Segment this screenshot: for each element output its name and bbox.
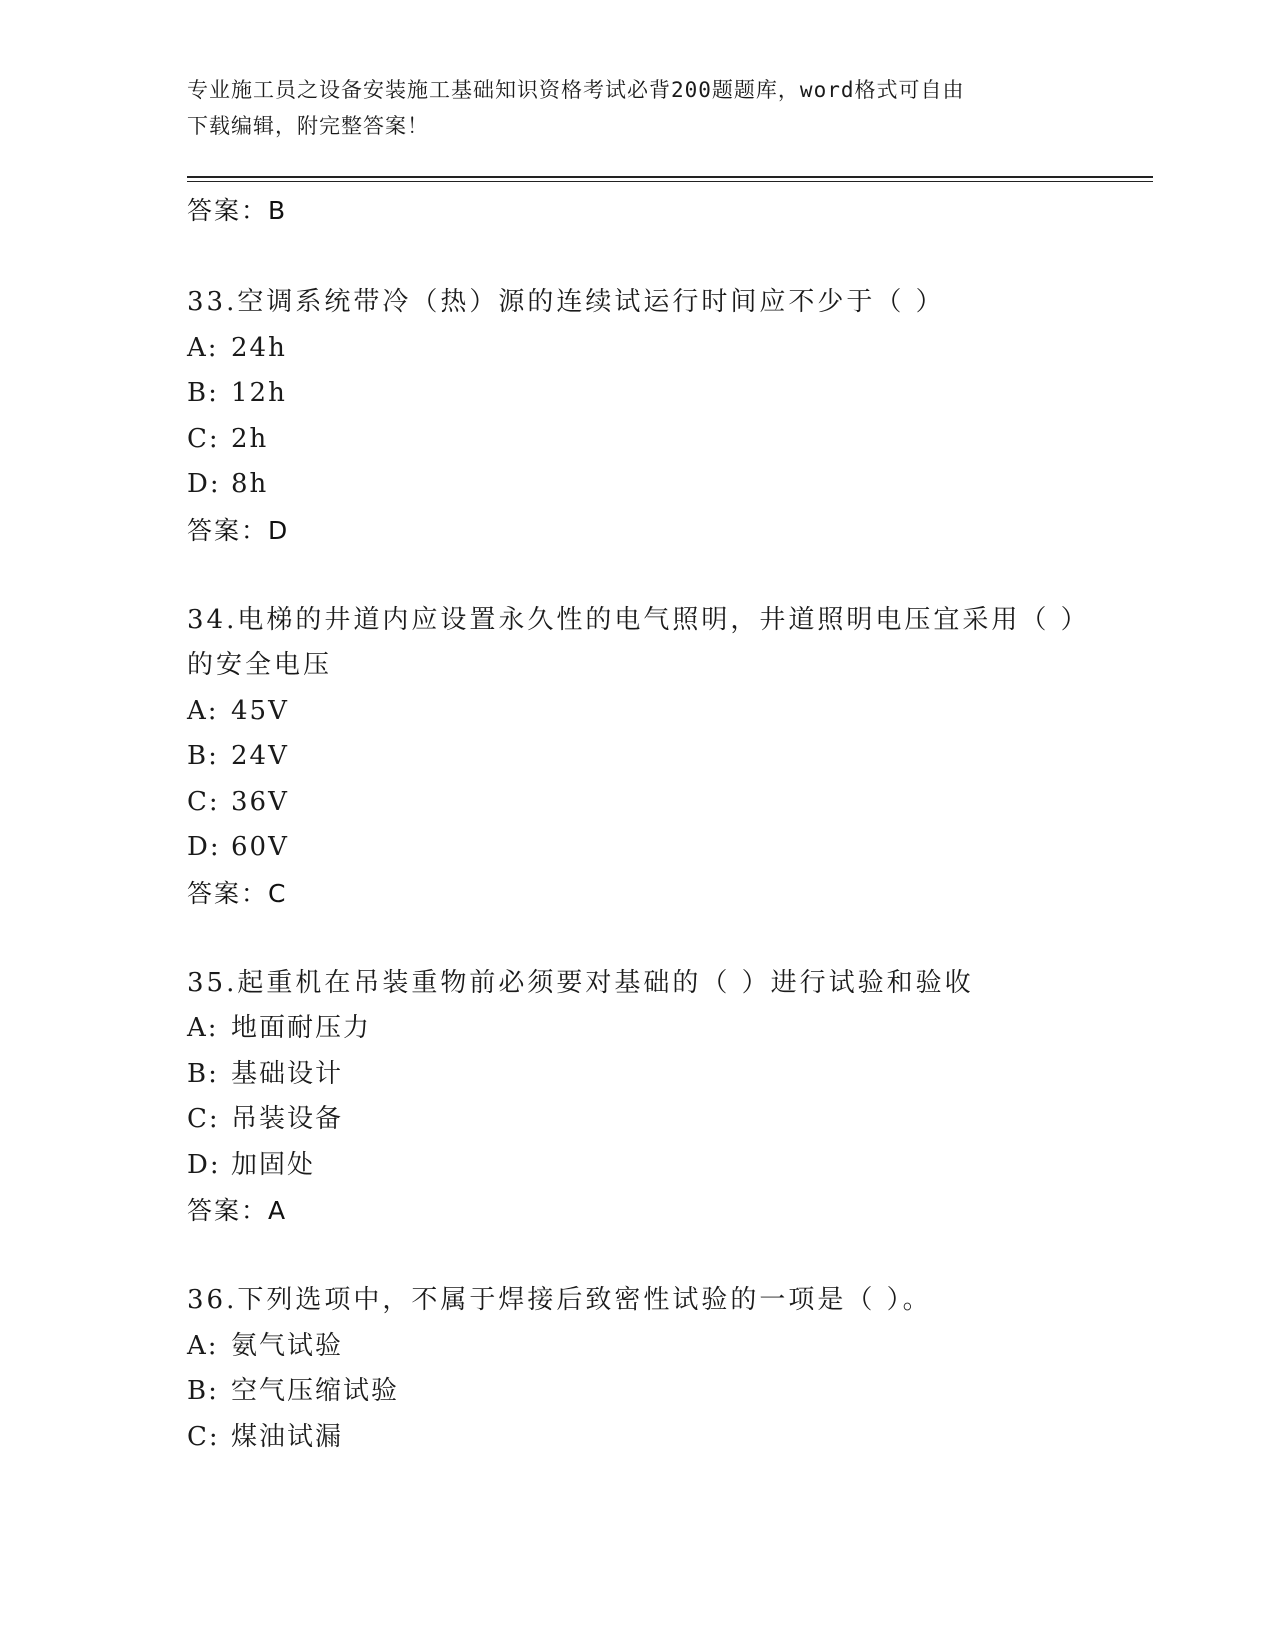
answer-value: C [268,878,288,908]
option-text: 60V [231,832,289,862]
option-text: 24V [231,741,289,771]
option-text: 地面耐压力 [231,1013,372,1043]
option-label: C: [187,1421,220,1452]
option-row [187,462,1087,508]
option-label: D: [187,469,221,499]
answer-line [187,1188,1087,1234]
option-label: C: [187,1104,220,1134]
option-label: B: [187,378,219,408]
option-label: A: [187,1013,219,1043]
option-text: 基础设计 [231,1058,344,1089]
option-label: B: [187,741,219,771]
option-row [187,1369,1087,1415]
question-text: 36.下列选项中，不属于焊接后致密性试验的一项是（ ）。 [187,1285,932,1315]
option-row [187,825,1087,871]
option-row [187,689,1087,735]
option-text: 加固处 [231,1149,316,1180]
option-row [187,1097,1087,1143]
question-spacer [187,236,1087,280]
option-text: 8h [231,469,269,499]
option-row [187,1324,1087,1370]
option-row [187,1006,1087,1052]
question-spacer [187,917,1087,961]
answer-prefix: 答案： [187,196,269,225]
option-label: C: [187,786,220,817]
option-row [187,1415,1087,1461]
option-text: 24h [231,332,287,363]
option-text: 氨气试验 [231,1330,344,1361]
answer-line [187,508,1087,554]
header-rule-thick [187,176,1153,178]
option-label: B: [187,1376,219,1406]
question-spacer [187,1234,1087,1278]
option-row [187,371,1087,417]
option-row [187,780,1087,826]
option-label: A: [187,1330,219,1361]
option-row [187,1143,1087,1189]
option-row [187,1052,1087,1098]
option-label: D: [187,1149,221,1180]
option-label: A: [187,332,219,363]
option-label: B: [187,1058,219,1089]
answer-line [187,871,1087,917]
answer-value: A [268,1196,288,1225]
option-row [187,734,1087,780]
question-list [187,186,1087,1460]
answer-prefix: 答案： [187,515,269,545]
option-text: 45V [231,695,289,726]
question-text: 34.电梯的井道内应设置永久性的电气照明，井道照明电压宜采用（ ）的安全电压 [187,604,1077,680]
answer-value: B [268,196,288,225]
document-header [187,72,1067,144]
option-text: 吊装设备 [231,1104,344,1134]
option-text: 2h [231,423,269,454]
header-rule-thin [187,181,1153,182]
option-text: 煤油试漏 [231,1421,344,1452]
question-spacer [187,554,1087,598]
option-text: 36V [231,786,289,817]
answer-prefix: 答案： [187,1196,269,1225]
option-text: 12h [231,378,287,408]
option-label: D: [187,832,221,862]
question-text: 33.空调系统带冷（热）源的连续试运行时间应不少于（ ） [187,287,945,317]
header-line-1: 专业施工员之设备安装施工基础知识资格考试必背200题题库，word格式可自由 [187,78,965,102]
answer-prefix: 答案： [187,878,269,908]
answer-value: D [268,515,290,545]
header-line-2: 下载编辑，附完整答案！ [187,114,429,138]
option-label: C: [187,423,220,454]
option-row [187,326,1087,372]
option-row [187,417,1087,463]
question-text: 35.起重机在吊装重物前必须要对基础的（ ）进行试验和验收 [187,967,974,998]
answer-line [187,186,1087,236]
option-text: 空气压缩试验 [231,1376,400,1406]
option-label: A: [187,695,219,726]
